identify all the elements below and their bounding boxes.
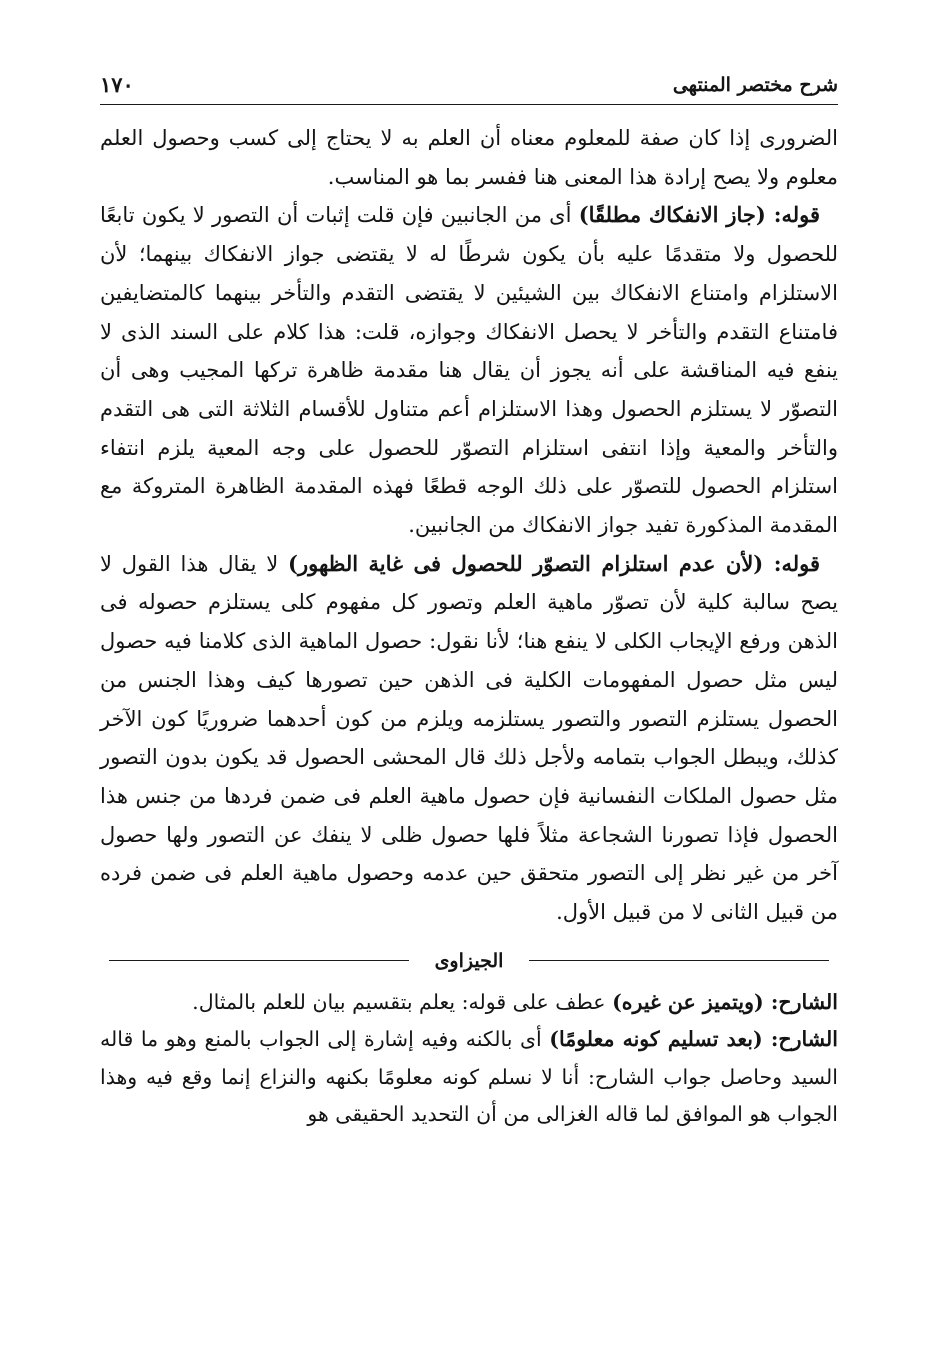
quoted-lemma: (بعد تسليم كونه معلومًا) <box>549 1027 771 1052</box>
page-number: ١٧٠ <box>100 72 134 97</box>
quoted-lemma: (ويتميز عن غيره) <box>612 989 771 1014</box>
gloss-item <box>100 984 838 1022</box>
paragraph-text: الضرورى إذا كان صفة للمعلوم معناه أن العلم به لا يحتاج إلى كسب وحصول العلم معلوم ولا يصح إرادة هذا المعنى هنا ففسر بما هو المناسب. <box>100 126 838 189</box>
quoted-lemma: قوله: (جاز الانفكاك مطلقًا) <box>578 202 820 228</box>
paragraph <box>100 196 838 544</box>
paragraph-text: أى من الجانبين فإن قلت إثبات أن التصور لا يكون تابعًا للحصول ولا متقدمًا عليه بأن يكون شرطًا له لا يقتضى جواز الانفكاك بينهما؛ لأن الاستلزام وامتناع الانفكاك بين الشيئين لا يقتضى التقدم والتأخر بينهما كالمتضايفين فامتناع التقدم والتأخر لا يحصل الانفكاك وجوازه، قلت: هذا كلام على السند الذى لا ينفع فيه المناقشة على أنه يجوز أن يقال هنا مقدمة ظاهرة تركها المجيب وهى أن التصوّر لا يستلزم الحصول وهذا الاستلزام أعم متناول للأقسام الثلاثة التى هى التقدم والتأخر والمعية وإذا انتفى استلزام التصوّر للحصول على وجه المعية يلزم انتفاء استلزام الحصول للتصوّر على ذلك الوجه قطعًا فهذه المقدمة الظاهرة المتروكة مع المقدمة المذكورة تفيد جواز الانفكاك من الجانبين. <box>100 203 838 538</box>
section-divider <box>100 946 838 976</box>
paragraph <box>100 119 838 196</box>
paragraph-text: لا يقال هذا القول لا يصح سالبة كلية لأن تصوّر ماهية العلم وتصور كل مفهوم كلى يستلزم حصوله فى الذهن ورفع الإيجاب الكلى لا ينفع هنا؛ لأنا نقول: حصول الماهية الذى كلامنا فيه حصول ليس مثل حصول المفهومات الكلية فى الذهن حين تصورها كيف وهذا الجنس من الحصول يستلزم التصور والتصور يستلزمه ويلزم من كون أحدهما ضروريًا كون الآخر كذلك، ويبطل الجواب بتمامه ولأجل ذلك قال المحشى الحصول قد يكون بدون التصور مثل حصول الملكات النفسانية فإن حصول ماهية العلم فى ضمن فردها من جنس هذا الحصول فإذا تصورنا الشجاعة مثلاً فلها حصول ظلى لا ينفك عن التصور ولها حصول آخر من غير نظر إلى التصور متحقق حين عدمه وحصول ماهية العلم فى ضمن فرده من قبيل الثانى لا من قبيل الأول. <box>100 551 838 925</box>
gloss-label: الشارح: <box>770 1027 838 1052</box>
divider-rule-right <box>529 960 829 961</box>
divider-rule-left <box>109 960 409 961</box>
gloss-text: عطف على قوله: يعلم بتقسيم بيان للعلم بالمثال. <box>192 989 613 1014</box>
gloss-section <box>100 984 838 1134</box>
quoted-lemma: قوله: (لأن عدم استلزام التصوّر للحصول فى غاية الظهور) <box>288 550 820 576</box>
gloss-label: الشارح: <box>770 989 838 1014</box>
running-title: شرح مختصر المنتهى <box>672 74 838 96</box>
page-header <box>100 70 838 105</box>
main-text <box>100 119 838 932</box>
divider-title: الجيزاوى <box>434 949 504 972</box>
gloss-text: أى بالكنه وفيه إشارة إلى الجواب بالمنع وهو ما قاله السيد وحاصل جواب الشارح: أنا لا نسلم كونه معلومًا بكنهه والنزاع إنما وقع فيه وهذا الجواب هو الموافق لما قاله الغزالى من أن التحديد الحقيقى هو <box>100 1027 838 1127</box>
book-page <box>100 70 838 1360</box>
gloss-item <box>100 1021 838 1134</box>
paragraph <box>100 545 838 932</box>
